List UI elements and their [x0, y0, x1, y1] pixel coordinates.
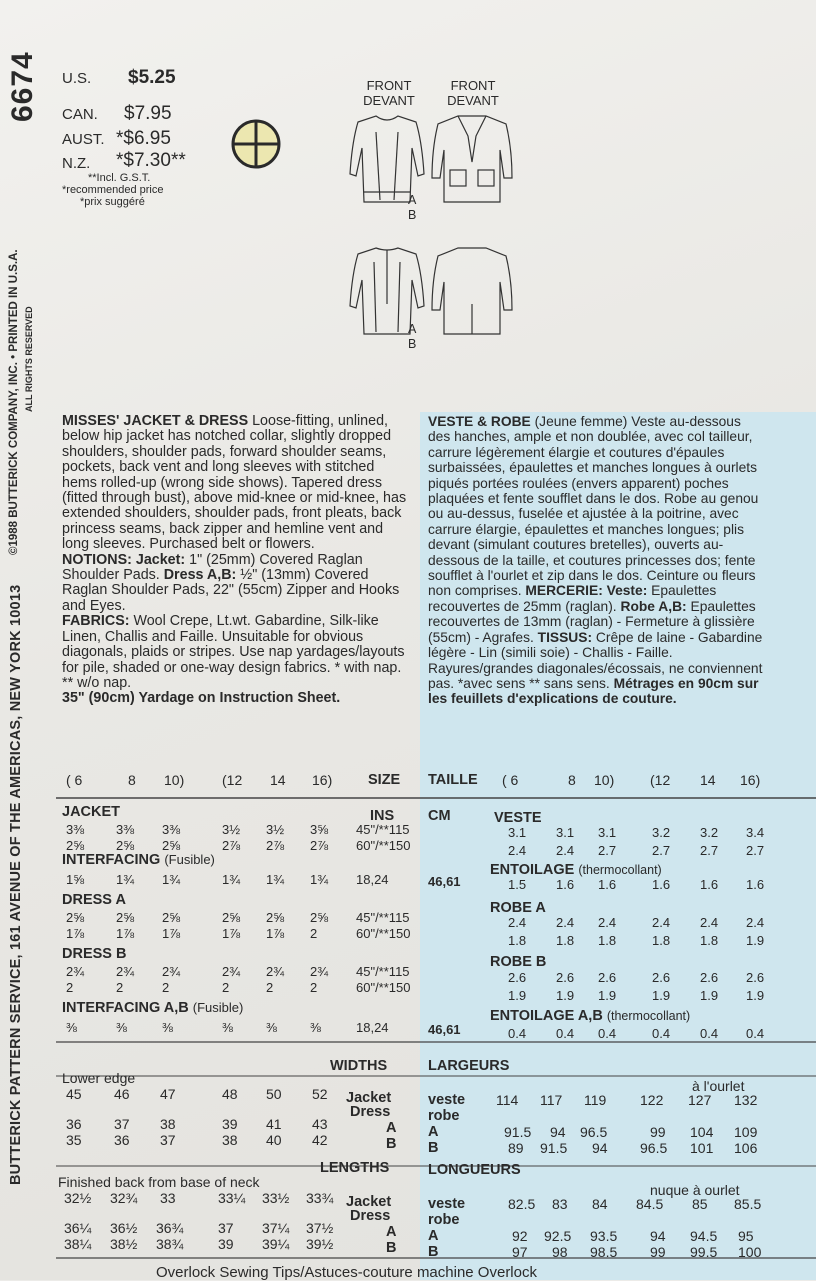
front-label-left: FRONT DEVANT [363, 78, 415, 108]
widths-dress-label: Dress [350, 1104, 391, 1120]
jacket-back-illustration [430, 244, 514, 340]
price-nz: *$7.30** [116, 150, 186, 171]
row-label-interfacing-ab: INTERFACING A,B (Fusible) [62, 1000, 244, 1016]
description-english: MISSES' JACKET & DRESS Loose-fitting, unlined, below hip jacket has notched collar, slightly dropped shoulders, shoulder pads, forward shoulder seams, pockets, back vent and long sleeves with stitched hems rolled-up (wrong side shows). Tapered dress (fitted through bust), above mid-knee or mid-knee, has extended shoulders, shoulder pads, front pleats, back princess seams, back zipper and hemline vent and long sleeves. Purchased belt or flowers. NOTIONS: Jacket: 1" (25mm) Covered Raglan Shoulder Pads. Dress A,B: ½" (13mm) Covered Raglan Shoulder Pads, 22" (55cm) Zipper and Hooks and Eyes. FABRICS: Wool Crepe, Lt.wt. Gabardine, Silk-like Linen, Challis and Faille. Unsuitable for obvious diagonals, plaids or stripes. Use nap yardages/layouts for pile, shaded or one-way design fabrics. * with nap. ** w/o nap. 35" (90cm) Yardage on Instruction Sheet. [62, 413, 407, 707]
rights-notice: ALL RIGHTS RESERVED [24, 306, 34, 412]
size-group-1: ( 6 [66, 772, 83, 788]
row-label-jacket: JACKET [62, 804, 121, 820]
publisher-address: BUTTERICK PATTERN SERVICE, 161 AVENUE OF THE AMERICAS, NEW YORK 10013 [8, 584, 24, 1185]
fr-label-robe-a: ROBE A [490, 900, 546, 916]
fr-label-entoilage-ab: ENTOILAGE A,B (thermocollant) [490, 1008, 691, 1024]
taille-10: 10) [594, 772, 615, 788]
pattern-number: 6674 [6, 51, 39, 122]
back-view-label-b: B [408, 337, 417, 351]
taille-label: TAILLE [428, 772, 478, 788]
size-group-2: (12 [222, 772, 243, 788]
widths-lower-edge: Lower edge [62, 1070, 136, 1086]
price-note-suggere: *prix suggéré [80, 196, 145, 208]
price-note-recommended: *recommended price [62, 184, 164, 196]
price-aust: *$6.95 [116, 128, 171, 149]
row-label-interfacing: INTERFACING (Fusible) [62, 852, 215, 868]
lengths-dress-label: Dress [350, 1208, 391, 1224]
lengths-finished: Finished back from base of neck [58, 1174, 260, 1190]
back-view-label-a: A [408, 322, 417, 336]
taille-16: 16) [740, 772, 761, 788]
price-region-nz: N.Z. [62, 155, 91, 172]
largeurs-title: LARGEURS [428, 1058, 510, 1074]
size-16: 16) [312, 772, 333, 788]
price-region-can: CAN. [62, 106, 98, 123]
lengths-nuque: nuque à ourlet [650, 1182, 740, 1198]
row-label-dress-b: DRESS B [62, 946, 127, 962]
taille-8: 8 [568, 772, 576, 788]
taille-group-1: ( 6 [502, 772, 519, 788]
lengths-title: LENGTHS [320, 1160, 390, 1176]
longueurs-robe-label: robe [428, 1212, 460, 1228]
row-label-dress-a: DRESS A [62, 892, 126, 908]
size-10: 10) [164, 772, 185, 788]
size-label: SIZE [368, 772, 401, 788]
price-can: $7.95 [124, 103, 172, 124]
price-region-us: U.S. [62, 70, 92, 87]
widths-title: WIDTHS [330, 1058, 388, 1074]
largeurs-robe-label: robe [428, 1108, 460, 1124]
price-region-aust: AUST. [62, 131, 105, 148]
size-14: 14 [270, 772, 286, 788]
taille-group-2: (12 [650, 772, 671, 788]
description-french: VESTE & ROBE (Jeune femme) Veste au-dessous des hanches, ample et non doublée, avec col tailleur, carrure légèrement élargie et coutures d'épaules surbaissées, épaulettes et manches longues à ourlets piqués portées roulées (envers apparent) poches plaquées et fente soufflet dans le dos. Robe au genou ou au-dessus, fuselée et ajustée à la poitrine, avec carrure élargie, épaulettes et manches longues; plis devant (simulant coutures bretelles), ouverts au-dessous de la taille, et coutures princesses dos; fente soufflet à l'ourlet et zip dans le dos. Ceinture ou fleurs non comprises. MERCERIE: Veste: Epaulettes recouvertes de 25mm (raglan). Robe A,B: Epaulettes recouvertes de 13mm (raglan) - Fermeture à glissière (55cm) - Agrafes. TISSUS: Crêpe de laine - Gabardine légère - Lin (simili soie) - Challis - Faille. Rayures/grandes diagonales/écossais, ne conviennent pas. *avec sens ** sans sens. Métrages en 90cm sur les feuillets d'explications de couture. [428, 414, 763, 707]
jacket-front-illustration [430, 112, 514, 212]
footer-overlock-tips: Overlock Sewing Tips/Astuces-couture machine Overlock [156, 1264, 537, 1281]
taille-14: 14 [700, 772, 716, 788]
fr-label-entoilage: ENTOILAGE (thermocollant) [490, 862, 662, 878]
front-label-right: FRONT DEVANT [447, 78, 499, 108]
col-cm: CM [428, 808, 451, 824]
front-view-label-a: A [408, 193, 417, 207]
widths-a-lourlet: à l'ourlet [692, 1078, 745, 1094]
size-8: 8 [128, 772, 136, 788]
price-us: $5.25 [128, 67, 176, 88]
price-note-gst: **Incl. G.S.T. [88, 172, 151, 184]
size-cross-icon [230, 118, 282, 170]
fr-label-robe-b: ROBE B [490, 954, 547, 970]
fr-label-veste: VESTE [494, 810, 542, 826]
col-ins: INS [370, 808, 395, 824]
copyright-notice: ©1988 BUTTERICK COMPANY, INC. • PRINTED IN U.S.A. [8, 249, 20, 555]
front-view-label-b: B [408, 208, 417, 222]
longueurs-title: LONGUEURS [428, 1162, 521, 1178]
